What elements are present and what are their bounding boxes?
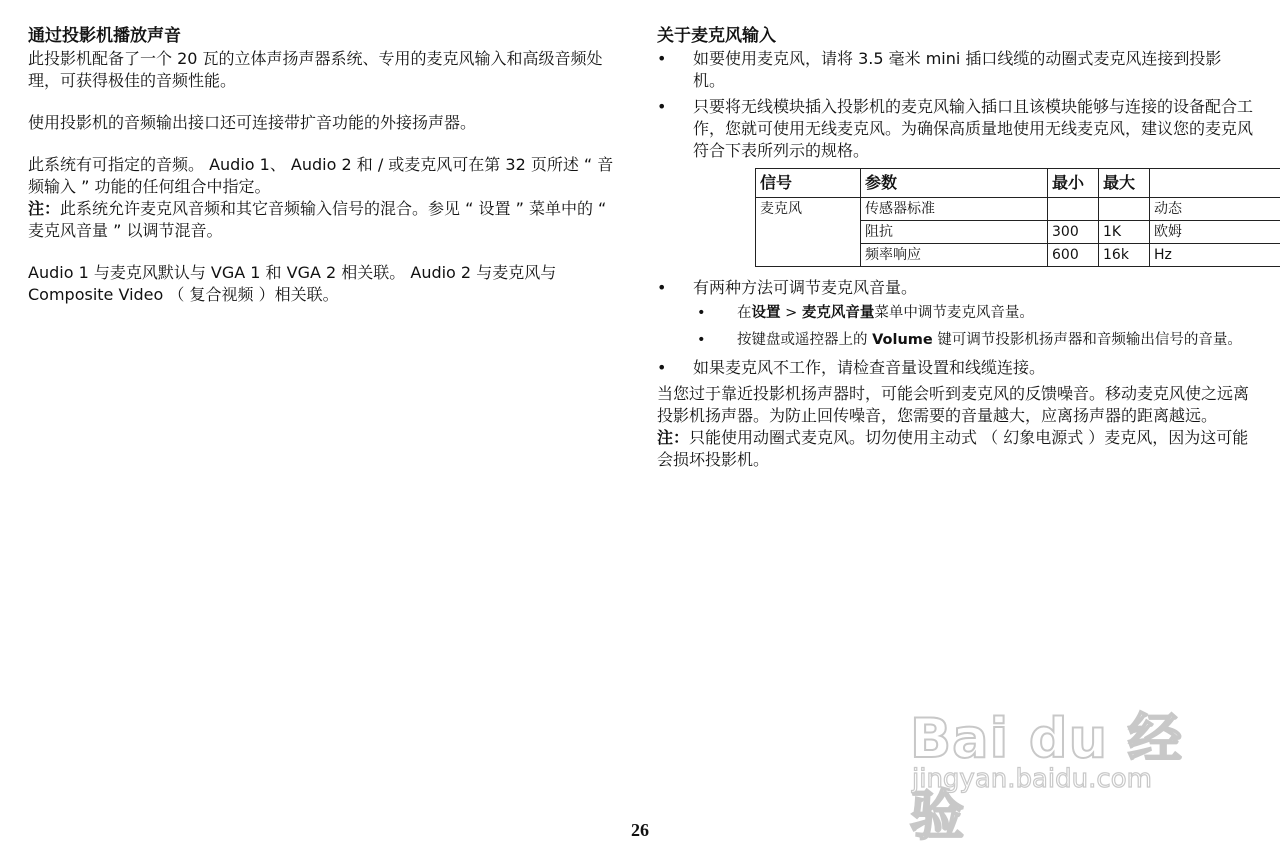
list-item <box>657 357 1253 379</box>
page-number: 26 <box>631 820 649 840</box>
sub-list-item <box>693 330 1253 351</box>
table-header: 参数 <box>861 169 1048 198</box>
bullet-text: 如果麦克风不工作，请检查音量设置和线缆连接。 <box>693 358 1046 377</box>
note-text: 此系统允许麦克风音频和其它音频输入信号的混合。参见 “ 设置 ” 菜单中的 “ 麦克风音量 ” 以调节混音。 <box>28 199 607 240</box>
table-cell: 16k <box>1099 244 1150 267</box>
note-dynamic-mic <box>657 427 1253 471</box>
table-cell: 600 <box>1048 244 1099 267</box>
mic-spec-table <box>755 168 1280 267</box>
table-cell: 阻抗 <box>861 221 1048 244</box>
key-name-volume: Volume <box>872 332 933 348</box>
paragraph-audio-association: Audio 1 与麦克风默认与 VGA 1 和 VGA 2 相关联。 Audio 2 与麦克风与 Composite Video （ 复合视频 ）相关联。 <box>28 263 557 304</box>
table-row <box>756 221 1280 244</box>
bullet-text: 如要使用麦克风，请将 3.5 毫米 mini 插口线缆的动圈式麦克风连接到投影机。 <box>693 49 1222 90</box>
sub-text: 按键盘或遥控器上的 <box>737 332 873 348</box>
paragraph-feedback: 当您过于靠近投影机扬声器时，可能会听到麦克风的反馈噪音。移动麦克风使之远离投影机扬声器。为防止回传噪音，您需要的音量越大，应离扬声器的距离越远。 <box>657 384 1250 425</box>
volume-sub-list <box>693 303 1253 351</box>
table-cell: Hz <box>1150 244 1280 267</box>
paragraph-audio-output: 使用投影机的音频输出接口还可连接带扩音功能的外接扬声器。 <box>28 113 477 132</box>
menu-separator: > <box>780 305 802 321</box>
table-header <box>1150 169 1280 198</box>
table-cell-empty <box>756 221 861 244</box>
paragraph-speaker-system: 此投影机配备了一个 20 瓦的立体声扬声器系统、专用的麦克风输入和高级音频处理，可获得极佳的音频性能。 <box>28 49 603 90</box>
bullet-text: 有两种方法可调节麦克风音量。 <box>693 278 918 297</box>
list-item <box>657 277 1253 351</box>
right-column <box>657 24 1253 471</box>
sub-text: 键可调节投影机扬声器和音频输出信号的音量。 <box>932 332 1242 348</box>
menu-name-settings: 设置 <box>751 305 781 321</box>
table-cell <box>1099 198 1150 221</box>
bullet-icon: • <box>697 305 706 321</box>
paragraph-audio-assign: 此系统有可指定的音频。 Audio 1、 Audio 2 和 / 或麦克风可在第 32 页所述 “ 音频输入 ” 功能的任何组合中指定。 <box>28 155 614 196</box>
sub-list-item <box>693 303 1253 324</box>
bullet-icon: • <box>657 49 667 68</box>
section-title-mic: 关于麦克风输入 <box>657 26 776 46</box>
note-text: 只能使用动圈式麦克风。切勿使用主动式 （ 幻象电源式 ）麦克风，因为这可能会损坏投影机。 <box>657 428 1249 469</box>
bullet-icon: • <box>657 358 667 377</box>
note-label: 注： <box>28 199 61 218</box>
table-header: 最小 <box>1048 169 1099 198</box>
table-cell-empty <box>756 244 861 267</box>
bullet-icon: • <box>657 278 667 297</box>
table-cell <box>1048 198 1099 221</box>
table-cell: 频率响应 <box>861 244 1048 267</box>
note-label: 注： <box>657 428 690 447</box>
table-header: 信号 <box>756 169 861 198</box>
baidu-watermark <box>900 660 1210 847</box>
watermark-logo: Bai du 经验 <box>910 707 1183 847</box>
table-header-row <box>756 169 1280 198</box>
list-item <box>657 96 1253 267</box>
sub-text: 在 <box>737 305 752 321</box>
bullet-icon: • <box>657 97 667 116</box>
table-cell: 1K <box>1099 221 1150 244</box>
table-cell: 动态 <box>1150 198 1280 221</box>
table-header: 最大 <box>1099 169 1150 198</box>
note-mix <box>28 198 620 242</box>
table-row <box>756 244 1280 267</box>
section-title-audio: 通过投影机播放声音 <box>28 26 181 46</box>
table-cell: 传感器标准 <box>861 198 1048 221</box>
list-item <box>657 48 1253 92</box>
bullet-text: 只要将无线模块插入投影机的麦克风输入插口且该模块能够与连接的设备配合工作，您就可使用无线麦克风。为确保高质量地使用无线麦克风，建议您的麦克风符合下表所列示的规格。 <box>693 97 1254 160</box>
table-cell: 300 <box>1048 221 1099 244</box>
bullet-icon: • <box>697 332 706 348</box>
table-cell-signal: 麦克风 <box>756 198 861 221</box>
mic-bullet-list <box>657 48 1253 379</box>
table-cell: 欧姆 <box>1150 221 1280 244</box>
watermark-url: jingyan.baidu.com <box>912 764 1152 794</box>
table-row <box>756 198 1280 221</box>
sub-text: 菜单中调节麦克风音量。 <box>874 305 1034 321</box>
menu-name-mic-volume: 麦克风音量 <box>801 305 875 321</box>
left-column <box>28 24 620 306</box>
